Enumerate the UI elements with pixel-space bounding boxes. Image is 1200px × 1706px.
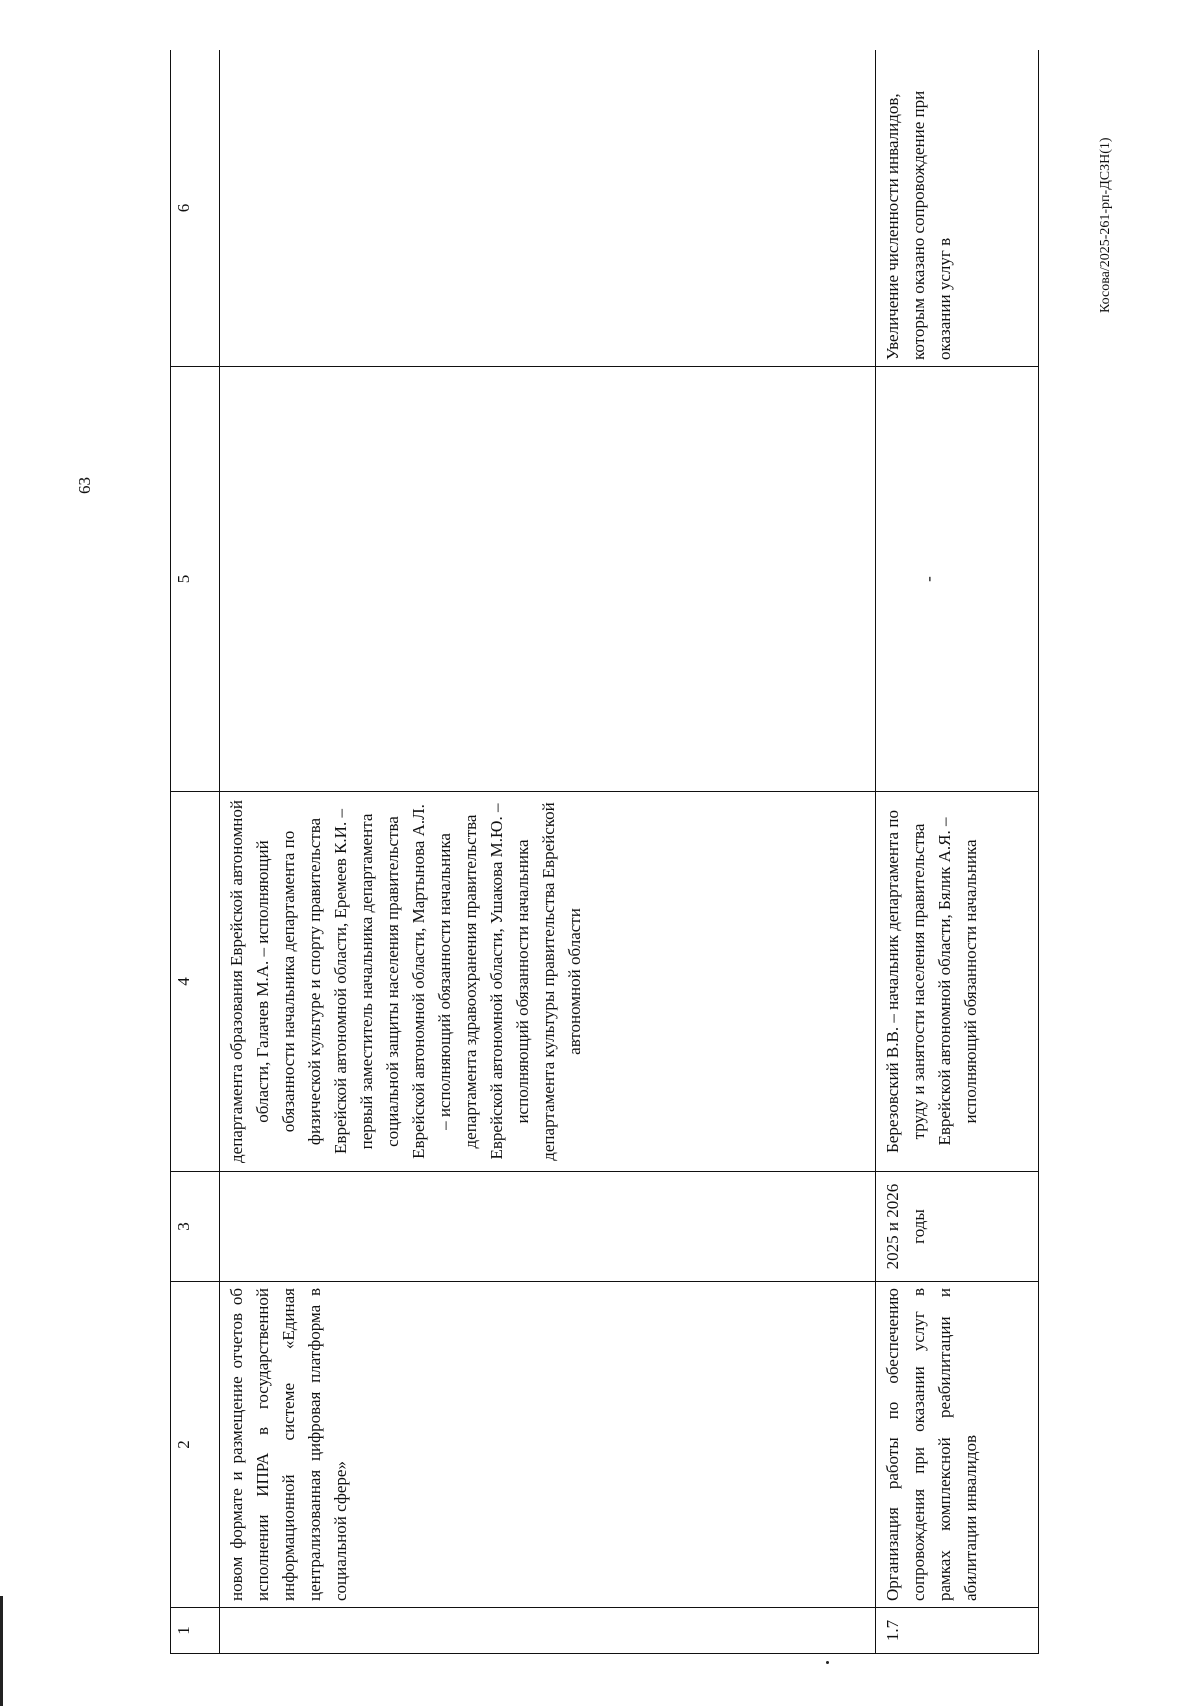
cell-period xyxy=(220,1172,876,1282)
header-col-1: 1 xyxy=(171,1608,220,1654)
rotated-table-area xyxy=(170,50,1050,1654)
cell-col5: - xyxy=(876,367,1039,792)
page-number: 63 xyxy=(75,477,94,495)
cell-number: 1.7 xyxy=(876,1608,1039,1654)
measures-table xyxy=(170,50,1039,1654)
cell-number xyxy=(220,1608,876,1654)
cell-result: Увеличение численности инвалидов, которым оказано сопровождение при оказании услуг в xyxy=(876,50,1039,367)
cell-activity: новом формате и размещение отчетов об исполнении ИПРА в государственной информационной системе «Единая централизованная цифровая платформа в социальной сфере» xyxy=(220,1282,876,1608)
header-col-3: 3 xyxy=(171,1172,220,1282)
table-row xyxy=(876,50,1039,1654)
scan-dot xyxy=(826,1661,829,1664)
document-code: Косова/2025-261-рп-ДСЗН(1) xyxy=(1098,137,1113,313)
header-col-2: 2 xyxy=(171,1282,220,1608)
header-col-6: 6 xyxy=(171,50,220,367)
cell-result xyxy=(220,50,876,367)
scan-edge-mark xyxy=(0,1596,3,1706)
cell-col5 xyxy=(220,367,876,792)
cell-activity: Организация работы по обеспечению сопровождения при оказании услуг в рамках комплексной реабилитации и абилитации инвалидов xyxy=(876,1282,1039,1608)
table-row xyxy=(220,50,876,1654)
cell-responsible: Березовский В.В. – начальник департамента по труду и занятости населения правительства Еврейской автономной области, Бялик А.Я. – исполняющий обязанности начальника xyxy=(876,792,1039,1172)
header-col-5: 5 xyxy=(171,367,220,792)
cell-responsible: департамента образования Еврейской автономной области, Галачев М.А. – исполняющий обязанности начальника департамента по физической культуре и спорту правительства Еврейской автономной области, Еремеев К.И. – первый заместитель начальника департамента социальной защиты населения правительства Еврейской автономной области, Мартынова А.Л. – исполняющий обязанности начальника департамента здравоохранения правительства Еврейской автономной области, Ушакова М.Ю. – исполняющий обязанности начальника департамента культуры правительства Еврейской автономной области xyxy=(220,792,876,1172)
cell-period: 2025 и 2026 годы xyxy=(876,1172,1039,1282)
table-header-row xyxy=(171,50,220,1654)
header-col-4: 4 xyxy=(171,792,220,1172)
